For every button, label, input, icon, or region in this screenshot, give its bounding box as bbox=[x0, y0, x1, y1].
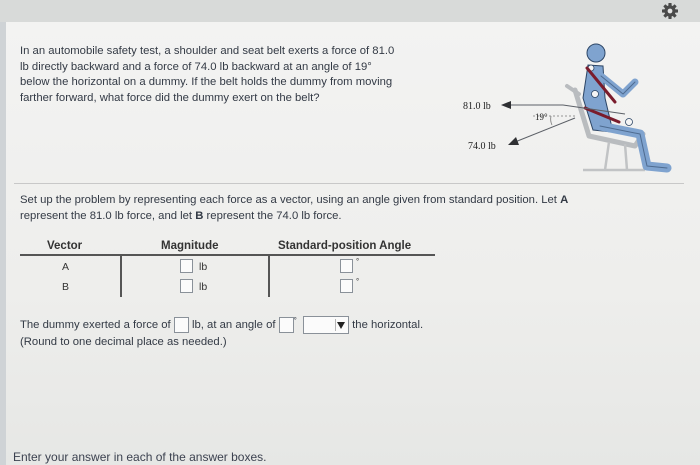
direction-dropdown[interactable] bbox=[303, 316, 349, 334]
vector-b-label: B bbox=[62, 281, 70, 293]
vector-table bbox=[20, 237, 435, 297]
setup-text: Set up the problem by representing each force as a vector, using an angle given from standard position. Let bbox=[20, 194, 561, 206]
footer-instructions: Enter your answer in each of the answer boxes. bbox=[13, 450, 267, 464]
setup-text: represent the 74.0 lb force. bbox=[203, 209, 342, 222]
problem-line: lb directly backward and a force of 74.0 lb backward at an angle of 19° bbox=[20, 60, 372, 73]
problem-line: below the horizontal on a dummy. If the belt holds the dummy from moving bbox=[20, 76, 393, 88]
magnitude-b-unit: lb bbox=[199, 281, 208, 293]
top-bar bbox=[0, 0, 700, 22]
table-column-rule bbox=[120, 256, 122, 297]
setup-instructions bbox=[20, 193, 680, 224]
degree-symbol: ° bbox=[293, 316, 297, 326]
vector-a-label: A bbox=[62, 261, 70, 273]
answer-sentence bbox=[20, 316, 423, 334]
force-a-arrowhead bbox=[501, 101, 511, 109]
answer-text: lb, at an angle of bbox=[188, 318, 279, 331]
angle-label: 19° bbox=[535, 112, 548, 122]
angle-a-degree: ° bbox=[356, 257, 360, 266]
header-angle: Standard-position Angle bbox=[278, 240, 412, 252]
angle-b-input[interactable] bbox=[340, 279, 353, 293]
table-header-rule bbox=[20, 254, 435, 256]
magnitude-a-unit: lb bbox=[199, 261, 208, 273]
magnitude-a-input[interactable] bbox=[180, 259, 193, 273]
header-magnitude: Magnitude bbox=[161, 240, 219, 252]
force-b-arrowhead bbox=[508, 137, 519, 145]
dropdown-separator bbox=[335, 319, 336, 331]
rounding-note: (Round to one decimal place as needed.) bbox=[20, 336, 227, 348]
problem-line: In an automobile safety test, a shoulder and seat belt exerts a force of 81.0 bbox=[20, 45, 395, 57]
angle-a-input[interactable] bbox=[340, 259, 353, 273]
answer-text: The dummy exerted a force of bbox=[20, 318, 174, 331]
force-answer-input[interactable] bbox=[174, 317, 189, 333]
crash-test-figure bbox=[455, 38, 695, 178]
problem-text bbox=[20, 44, 450, 106]
force-b-label: 74.0 lb bbox=[468, 141, 496, 152]
chevron-down-icon[interactable] bbox=[337, 322, 345, 329]
var-b: B bbox=[195, 209, 204, 222]
section-divider bbox=[14, 183, 684, 184]
magnitude-b-input[interactable] bbox=[180, 279, 193, 293]
angle-answer-input[interactable] bbox=[279, 317, 294, 333]
header-vector: Vector bbox=[47, 240, 83, 252]
force-a-label: 81.0 lb bbox=[463, 101, 491, 112]
problem-line: farther forward, what force did the dummy exert on the belt? bbox=[20, 91, 320, 104]
setup-text: represent the 81.0 lb force, and let bbox=[20, 209, 196, 222]
gear-icon[interactable] bbox=[657, 0, 683, 22]
angle-b-degree: ° bbox=[356, 277, 360, 286]
answer-text: the horizontal. bbox=[349, 318, 424, 331]
table-column-rule bbox=[268, 256, 270, 297]
var-a: A bbox=[560, 194, 569, 206]
